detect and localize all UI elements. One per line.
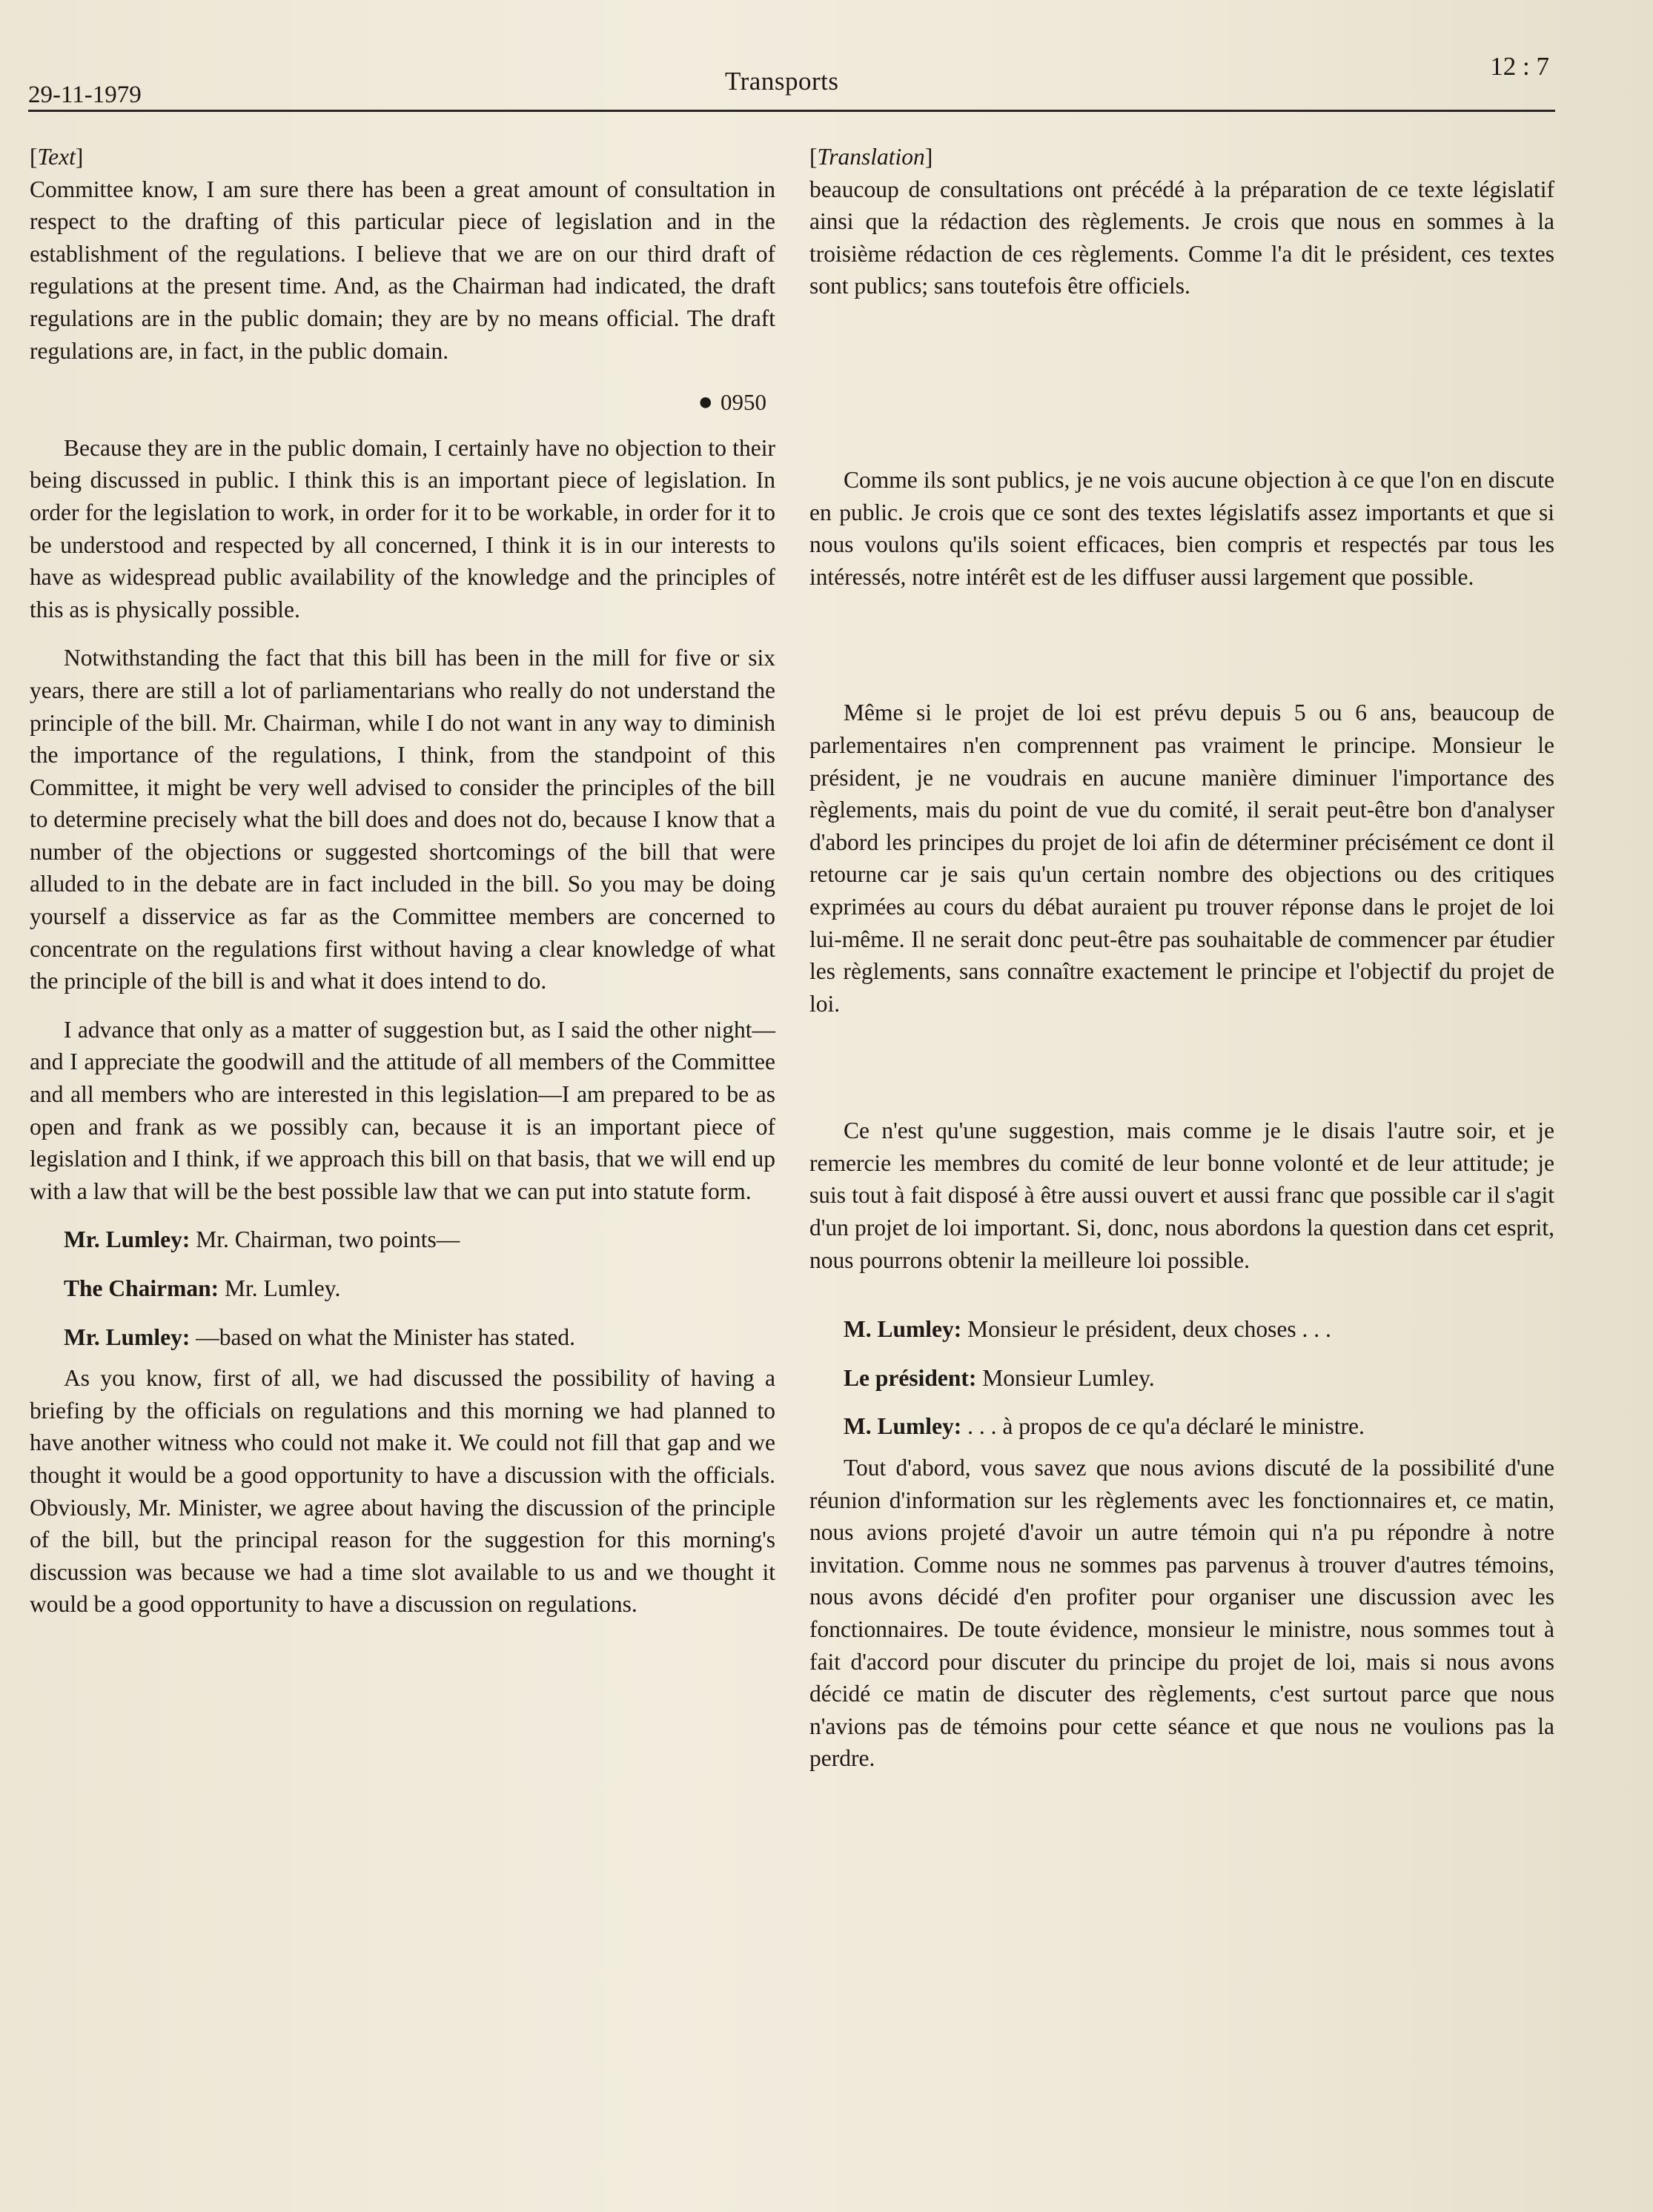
paragraph: As you know, first of all, we had discussed the possibility of having a briefing by the officials on regulations and this morning we had planned to have another witness who could not make it. We could not fill that gap and we thought it would be a good opportunity to have a discussion with the officials. Obviously, Mr. Minister, we agree about having the discussion of the principle of the bill, but the principal reason for the suggestion for this morning's discussion was because we had a time slot available to us and we thought it would be a good opportunity to have a discussion on regulations. — [30, 1365, 775, 1618]
translation-label: [Translation] — [809, 144, 933, 170]
paragraph: Tout d'abord, vous savez que nous avions discuté de la possibilité d'une réunion d'information sur les règlements avec les fonctionnaires et, ce matin, nous avions projeté d'avoir un autre témoin qui n'a pu répondre à notre invitation. Comme nous ne sommes pas parvenus à trouver d'autres témoins, nous avons décidé d'en profiter pour organiser une discussion avec les fonctionnaires. De toute évidence, monsieur le ministre, nous sommes tout à fait d'accord pour discuter du principe du projet de loi, mais si nous avons décidé ce matin de discuter des règlements, c'est surtout parce que nous n'avions pas de témoins pour cette séance et que nous ne voulions pas la perdre. — [809, 1455, 1554, 1772]
speaker-line: Mr. Lumley: —based on what the Minister has stated. — [64, 1323, 575, 1350]
speaker-line: Mr. Lumley: Mr. Chairman, two points— — [64, 1226, 460, 1253]
english-column — [30, 141, 775, 1621]
speaker-name: Le président: — [844, 1364, 977, 1391]
speaker-line: M. Lumley: . . . à propos de ce qu'a déclaré le ministre. — [844, 1413, 1365, 1440]
time-marker: ● 0950 — [698, 388, 766, 416]
header-page-number: 12 : 7 — [1490, 52, 1549, 81]
speaker-name: The Chairman: — [64, 1275, 219, 1301]
bullet-icon: ● — [698, 388, 713, 416]
paragraph: Because they are in the public domain, I certainly have no objection to their being discussed in public. I think this is an important piece of legislation. In order for the legislation to work, in order for it to be workable, in order for it to be understood and respected by all concerned, I think it is in our interests to have as widespread public availability of the knowledge and the principles of this as is physically possible. — [30, 434, 775, 622]
paragraph: Committee know, I am sure there has been a great amount of consultation in respect to the drafting of this particular piece of legislation and in the establishment of the regulations. I believe that we are on our third draft of regulations at the present time. And, as the Chairman had indicated, the draft regulations are in the public domain; they are by no means official. The draft regulations are, in fact, in the public domain. — [30, 176, 775, 364]
text-label: [Text] — [30, 144, 84, 170]
speaker-name: Mr. Lumley: — [64, 1226, 191, 1253]
paragraph: Notwithstanding the fact that this bill has been in the mill for five or six years, there are still a lot of parliamentarians who really do not understand the principle of the bill. Mr. Chairman, while I do not want in any way to diminish the importance of the regulations, I think, from the standpoint of this Committee, it might be very well advised to consider the principles of the bill to determine precisely what the bill does and does not do, because I know that a number of the objections or suggested shortcomings of the bill that were alluded to in the debate are in fact included in the bill. So you may be doing yourself a disservice as far as the Committee members are concerned to concentrate on the regulations first without having a clear knowledge of what the principle of the bill is and what it does intend to do. — [30, 645, 775, 994]
paragraph: I advance that only as a matter of suggestion but, as I said the other night—and I appreciate the goodwill and the attitude of all members of the Committee and all members who are interested in this legislation—I am prepared to be as open and frank as we possibly can, because it is an important piece of legislation and I think, if we approach this bill on that basis, that we will end up with a law that will be the best possible law that we can put into statute form. — [30, 1016, 775, 1204]
speaker-name: M. Lumley: — [844, 1316, 962, 1343]
speaker-name: Mr. Lumley: — [64, 1323, 191, 1350]
paragraph: Comme ils sont publics, je ne vois aucune objection à ce que l'on en discute en public. Je crois que ce sont des textes législatifs assez importants et que si nous voulons qu'ils soient efficaces, bien compris et respectés par tous les intéressés, notre intérêt est de les diffuser aussi largement que possible. — [809, 466, 1554, 590]
header-title: Transports — [725, 67, 839, 96]
paragraph: Ce n'est qu'une suggestion, mais comme je le disais l'autre soir, et je remercie les membres du comité de leur bonne volonté et de leur attitude; je suis tout à fait disposé à être aussi ouvert et aussi franc que possible car il s'agit d'un projet de loi important. Si, donc, nous abordons la question dans cet esprit, nous pourrons obtenir la meilleure loi possible. — [809, 1117, 1554, 1273]
speaker-name: M. Lumley: — [844, 1413, 962, 1440]
french-column — [809, 141, 1554, 1775]
paragraph: beaucoup de consultations ont précédé à la préparation de ce texte législatif ainsi que la rédaction des règlements. Je crois que nous en sommes à la troisième rédaction de ces règlements. Comme l'a dit le président, ces textes sont publics; sans toutefois être officiels. — [809, 176, 1554, 299]
page-header — [28, 50, 1555, 112]
speaker-line: The Chairman: Mr. Lumley. — [64, 1275, 341, 1301]
header-date: 29-11-1979 — [28, 82, 142, 108]
paragraph: Même si le projet de loi est prévu depuis 5 ou 6 ans, beaucoup de parlementaires n'en comprennent pas vraiment le principe. Monsieur le président, je ne voudrais en aucune manière diminuer l'importance des règlements, mais du point de vue du comité, il serait peut-être bon d'analyser d'abord les principes du projet de loi afin de déterminer précisément ce dont il retourne car je sais qu'un certain nombre des objections ou des critiques exprimées au cours du débat auraient pu trouver réponse dans le projet de loi lui-même. Il ne serait donc peut-être pas souhaitable de commencer par étudier les règlements, sans connaître exactement le principe et l'objectif du projet de loi. — [809, 700, 1554, 1017]
speaker-line: M. Lumley: Monsieur le président, deux choses . . . — [844, 1316, 1331, 1343]
speaker-line: Le président: Monsieur Lumley. — [844, 1364, 1155, 1391]
